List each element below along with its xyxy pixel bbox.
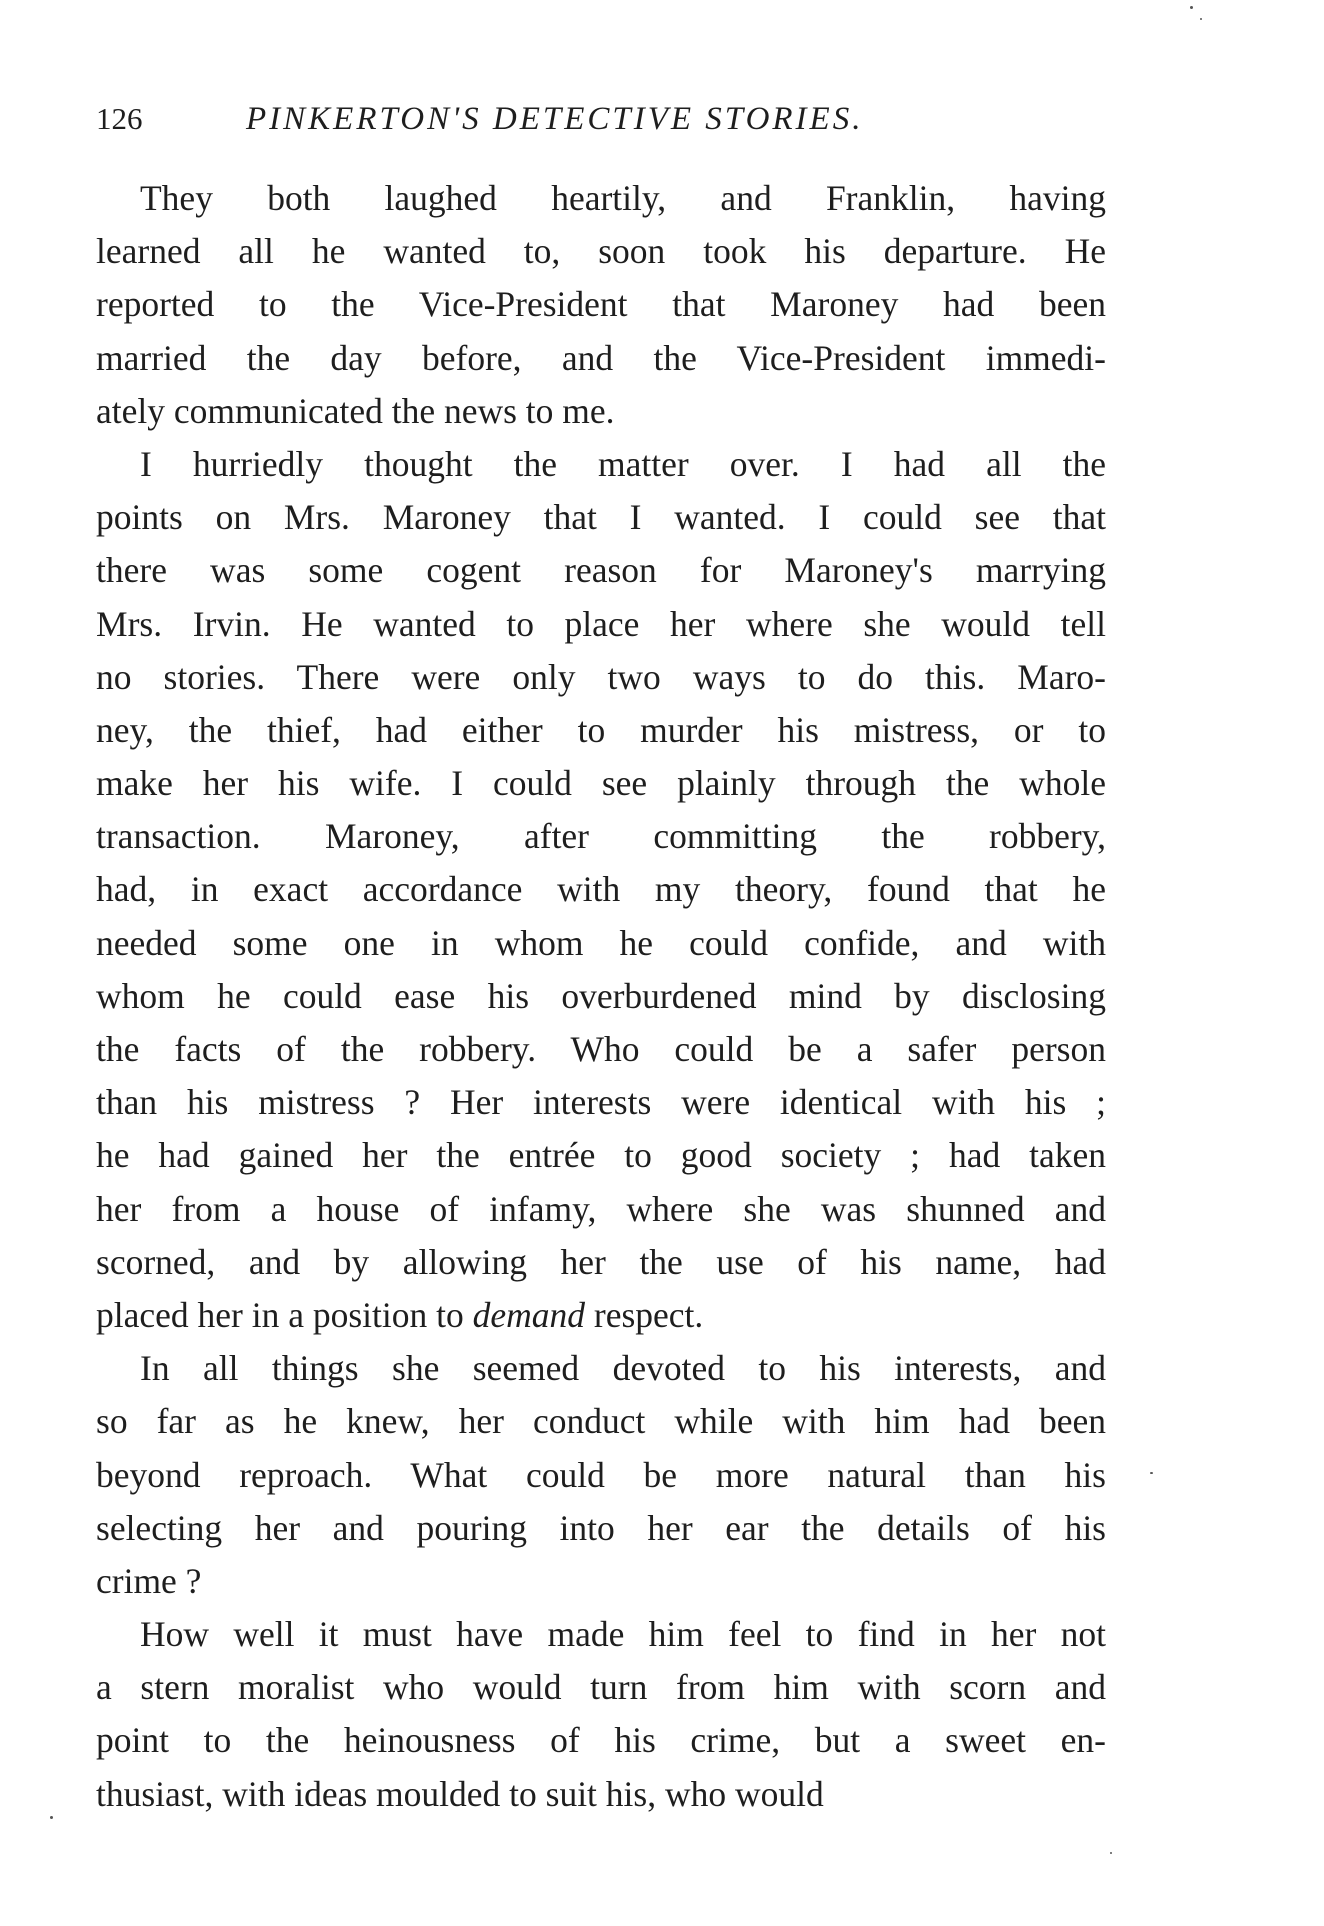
text-line: no stories. There were only two ways to do this. Maro- [96, 656, 1106, 697]
text-line: the facts of the robbery. Who could be a safer person [96, 1029, 1106, 1069]
paragraph [96, 1608, 1106, 1821]
text-line: transaction. Maroney, after committing the robbery, [96, 816, 1106, 857]
paragraph [96, 172, 1106, 438]
page-number: 126 [96, 101, 143, 136]
paragraph [96, 438, 1106, 1342]
text-line: They both laughed heartily, and Franklin, having [140, 178, 1106, 218]
text-line: whom he could ease his overburdened mind by disclosing [96, 975, 1106, 1016]
text-segment: respect. [585, 1294, 704, 1335]
text-line: beyond reproach. What could be more natural than his [96, 1454, 1106, 1495]
text-line: ately communicated the news to me. [96, 390, 615, 431]
text-line: crime ? [96, 1560, 202, 1601]
text-line: needed some one in whom he could confide, and with [96, 922, 1106, 963]
text-line: than his mistress ? Her interests were identical with his ; [96, 1082, 1106, 1123]
text-line: learned all he wanted to, soon took his departure. He [96, 231, 1106, 272]
text-line: scorned, and by allowing her the use of his name, had [96, 1241, 1106, 1282]
scan-speck [1150, 1472, 1153, 1474]
running-head [96, 96, 1106, 142]
italic-emphasis: demand [472, 1294, 586, 1335]
text-line [96, 1289, 1106, 1342]
text-line: make her his wife. I could see plainly through the whole [96, 763, 1106, 804]
text-line: points on Mrs. Maroney that I wanted. I could see that [96, 497, 1106, 538]
text-line: selecting her and pouring into her ear the details of his [96, 1507, 1106, 1548]
text-line: a stern moralist who would turn from him with scorn and [96, 1667, 1106, 1708]
text-line: point to the heinousness of his crime, but a sweet en- [96, 1720, 1106, 1761]
text-segment: placed her in a position to [96, 1294, 473, 1335]
text-line: her from a house of infamy, where she was shunned and [96, 1188, 1106, 1229]
text-line: I hurriedly thought the matter over. I had all the [140, 443, 1106, 484]
text-line: Mrs. Irvin. He wanted to place her where she would tell [96, 603, 1106, 644]
scan-speck [1190, 6, 1193, 9]
text-line: ney, the thief, had either to murder his mistress, or to [96, 709, 1106, 750]
body-text [96, 172, 1106, 1821]
text-line: he had gained her the entrée to good society ; had taken [96, 1135, 1106, 1176]
scan-speck [1200, 18, 1202, 20]
scan-speck [50, 1816, 53, 1819]
text-line: How well it must have made him feel to find in her not [140, 1614, 1106, 1655]
text-line: there was some cogent reason for Maroney's marrying [96, 550, 1106, 591]
paragraph [96, 1342, 1106, 1608]
text-line: so far as he knew, her conduct while with him had been [96, 1401, 1106, 1442]
text-line: In all things she seemed devoted to his interests, and [140, 1348, 1106, 1389]
running-title: PINKERTON'S DETECTIVE STORIES. [246, 101, 864, 137]
text-line: thusiast, with ideas moulded to suit his, who would [96, 1773, 824, 1814]
text-line: had, in exact accordance with my theory, found that he [96, 869, 1106, 910]
text-line: reported to the Vice-President that Maroney had been [96, 284, 1106, 325]
text-line: married the day before, and the Vice-President immedi- [96, 337, 1106, 378]
scan-speck [1110, 1852, 1112, 1854]
